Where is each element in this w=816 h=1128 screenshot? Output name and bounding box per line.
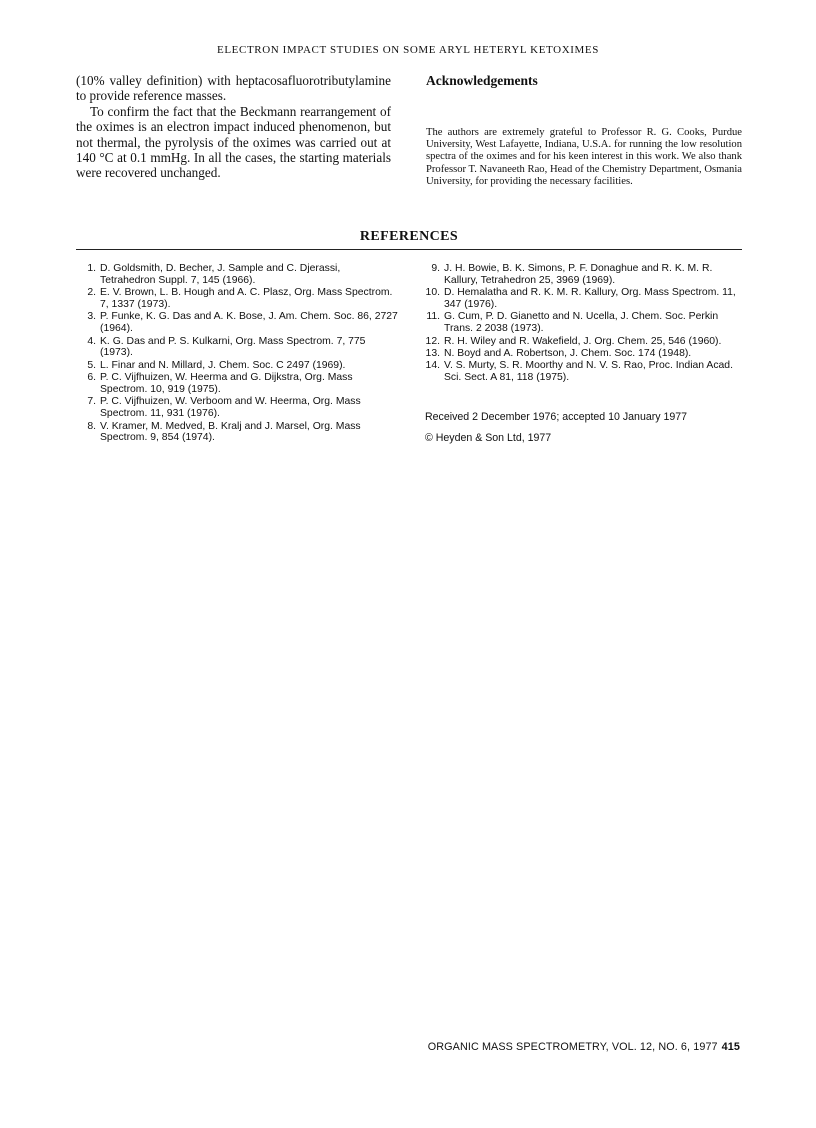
- paragraph-pyrolysis: To confirm the fact that the Beckmann rearrangement of the oximes is an electron impact induced phenomenon, but not thermal, the pyrolysis of the oximes was carried out at 140 °C at 0.1 mmHg. In all the cases, the starting materials were recovered unchanged.: [76, 103, 391, 181]
- reference-text: D. Goldsmith, D. Becher, J. Sample and C. Djerassi, Tetrahedron Suppl. 7, 145 (1966).: [100, 263, 341, 286]
- reference-number: 7.: [87, 396, 96, 408]
- reference-text: G. Cum, P. D. Gianetto and N. Ucella, J. Chem. Soc. Perkin Trans. 2 2038 (1973).: [444, 311, 719, 335]
- reference-number: 1.: [87, 263, 96, 274]
- reference-text: K. G. Das and P. S. Kulkarni, Org. Mass Spectrom. 7, 775 (1973).: [100, 335, 366, 359]
- page-number: 415: [721, 1041, 740, 1053]
- reference-text: E. V. Brown, L. B. Hough and A. C. Plasz, Org. Mass Spectrom. 7, 1337 (1973).: [100, 287, 393, 310]
- page-footer: [428, 1041, 740, 1053]
- reference-item: [424, 360, 742, 384]
- journal-citation: ORGANIC MASS SPECTROMETRY, VOL. 12, NO. 6, 1977: [427, 1041, 718, 1053]
- reference-text: P. C. Vijfhuizen, W. Verboom and W. Heerma, Org. Mass Spectrom. 11, 931 (1976).: [100, 396, 361, 420]
- reference-item: [80, 372, 398, 396]
- references-list-right: [424, 263, 742, 385]
- received-dates: Received 2 December 1976; accepted 10 January 1977: [425, 411, 688, 423]
- reference-number: 13.: [425, 347, 440, 359]
- reference-item: [80, 263, 398, 287]
- reference-number: 9.: [431, 263, 440, 274]
- reference-number: 10.: [425, 287, 440, 299]
- reference-item: [80, 360, 398, 372]
- references-divider: [76, 249, 742, 250]
- reference-item: [80, 396, 398, 420]
- references-heading: REFERENCES: [359, 229, 459, 244]
- reference-number: 12.: [425, 335, 440, 347]
- copyright-notice: © Heyden & Son Ltd, 1977: [425, 432, 552, 444]
- reference-text: R. H. Wiley and R. Wakefield, J. Org. Chem. 25, 546 (1960).: [444, 335, 722, 347]
- reference-number: 4.: [87, 335, 96, 347]
- reference-item: [424, 348, 742, 360]
- reference-number: 2.: [87, 287, 96, 299]
- acknowledgements-section: [426, 73, 742, 188]
- paragraph-reference-masses: (10% valley definition) with heptacosafluorotributylamine to provide reference masses.: [76, 73, 391, 104]
- reference-item: [80, 287, 398, 311]
- acknowledgements-text: The authors are extremely grateful to Professor R. G. Cooks, Purdue University, West Lafayette, Indiana, U.S.A. for running the low resolution spectra of the oximes and for his keen interest in this work. We also thank Professor T. Navaneeth Rao, Head of the Chemistry Department, Osmania University, for providing the necessary facilities.: [426, 127, 742, 187]
- reference-number: 11.: [426, 311, 440, 323]
- reference-item: [424, 311, 742, 335]
- reference-text: L. Finar and N. Millard, J. Chem. Soc. C 2497 (1969).: [100, 359, 346, 371]
- reference-item: [80, 311, 398, 335]
- references-list-left: [80, 263, 398, 445]
- reference-item: [424, 287, 742, 311]
- reference-number: 8.: [87, 420, 96, 432]
- acknowledgements-heading: Acknowledgements: [426, 73, 538, 88]
- reference-item: [80, 336, 398, 360]
- reference-text: P. C. Vijfhuizen, W. Heerma and G. Dijkstra, Org. Mass Spectrom. 10, 919 (1975).: [100, 372, 353, 395]
- reference-text: P. Funke, K. G. Das and A. K. Bose, J. Am. Chem. Soc. 86, 2727 (1964).: [100, 311, 398, 335]
- reference-text: D. Hemalatha and R. K. M. R. Kallury, Org. Mass Spectrom. 11, 347 (1976).: [444, 287, 736, 310]
- reference-item: [424, 263, 742, 287]
- reference-text: J. H. Bowie, B. K. Simons, P. F. Donaghue and R. K. M. R. Kallury, Tetrahedron 25, 3969 (1969).: [444, 263, 713, 286]
- left-column: [76, 73, 391, 181]
- reference-item: [424, 336, 742, 348]
- reference-text: N. Boyd and A. Robertson, J. Chem. Soc. 174 (1948).: [444, 347, 692, 359]
- reference-number: 6.: [87, 372, 96, 384]
- reference-number: 3.: [87, 311, 96, 323]
- running-head: ELECTRON IMPACT STUDIES ON SOME ARYL HETERYL KETOXIMES: [217, 44, 599, 56]
- reference-text: V. S. Murty, S. R. Moorthy and N. V. S. Rao, Proc. Indian Acad. Sci. Sect. A 81, 118 (1975).: [444, 360, 733, 384]
- reference-text: V. Kramer, M. Medved, B. Kralj and J. Marsel, Org. Mass Spectrom. 9, 854 (1974).: [100, 420, 361, 444]
- reference-number: 5.: [87, 359, 96, 371]
- reference-item: [80, 421, 398, 445]
- reference-number: 14.: [425, 360, 440, 372]
